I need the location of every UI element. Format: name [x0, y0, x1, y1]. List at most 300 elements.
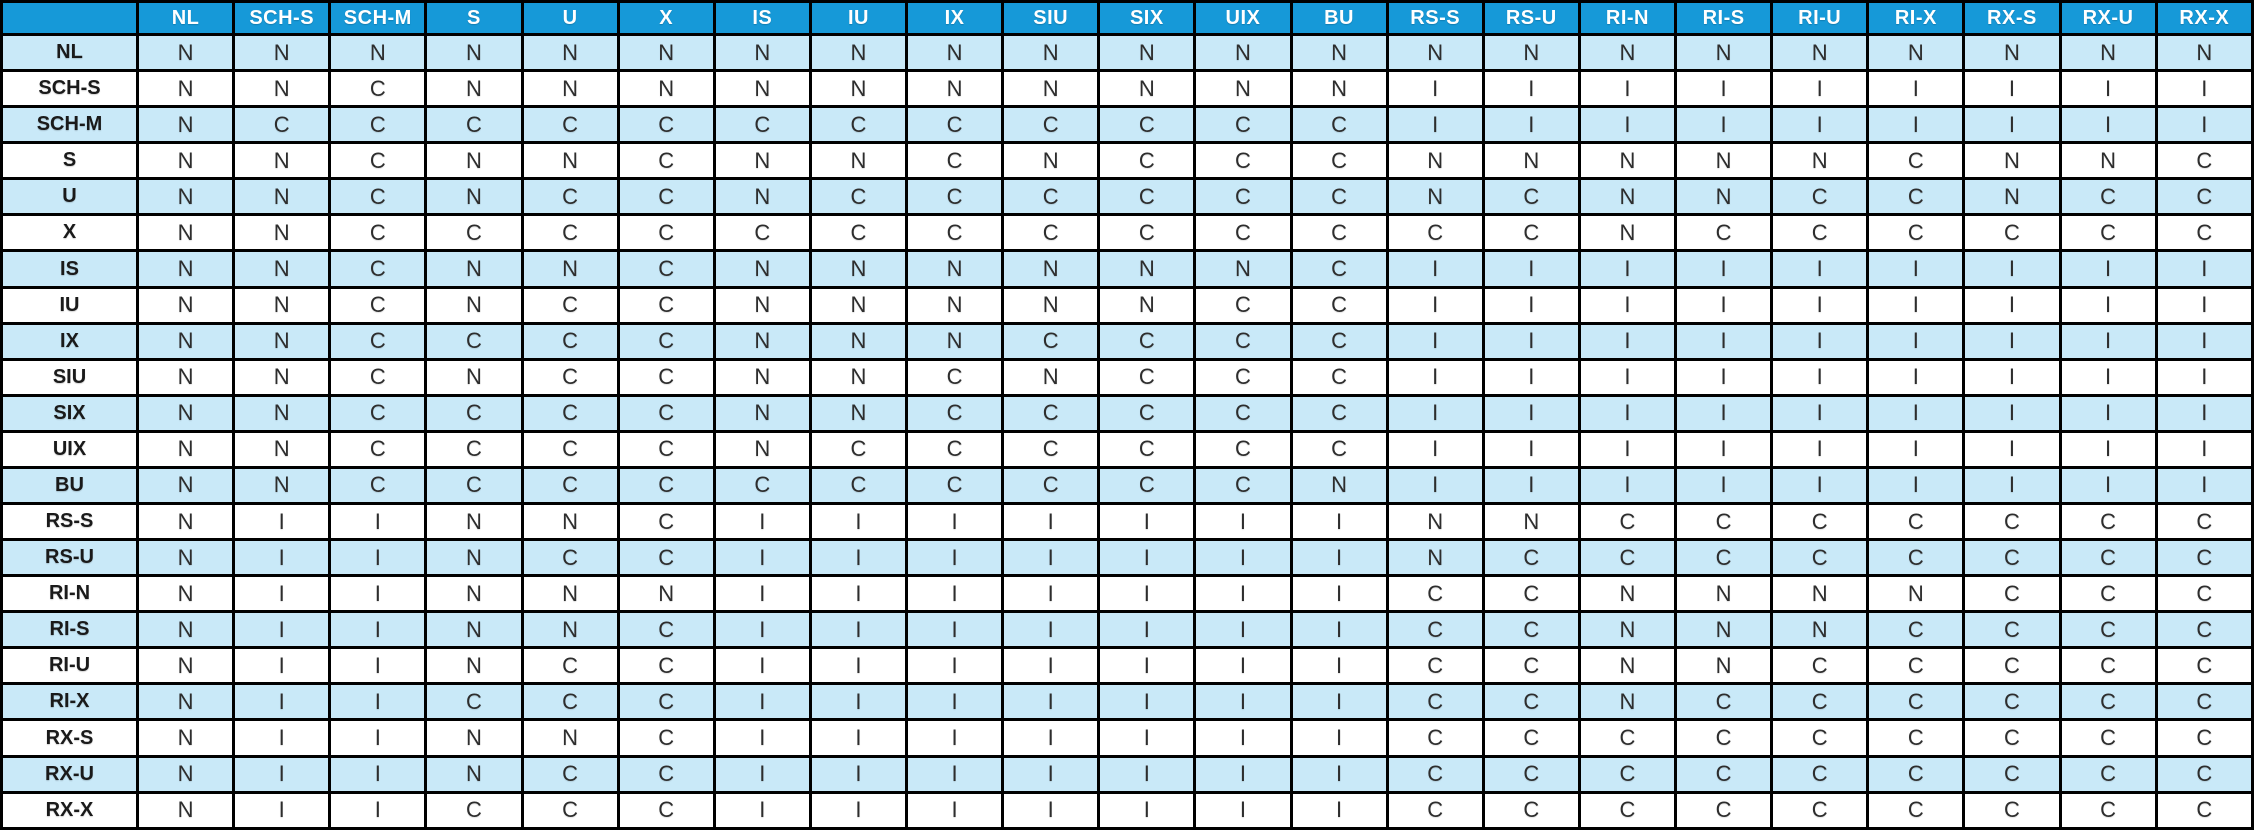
- cell-sch-m-siu: C: [1003, 107, 1099, 143]
- cell-sch-m-nl: N: [138, 107, 234, 143]
- cell-sch-m-iu: C: [810, 107, 906, 143]
- cell-iu-rs-u: I: [1483, 287, 1579, 323]
- cell-iu-is: N: [714, 287, 810, 323]
- cell-ix-ri-u: I: [1772, 323, 1868, 359]
- cell-u-bu: C: [1291, 179, 1387, 215]
- cell-rs-s-rx-x: C: [2156, 504, 2252, 540]
- table-row-rs-s: [2, 504, 2253, 540]
- cell-rx-s-nl: N: [138, 720, 234, 756]
- column-header-ri-u: RI-U: [1772, 2, 1868, 35]
- cell-rx-u-ri-u: C: [1772, 756, 1868, 792]
- cell-rx-u-u: C: [522, 756, 618, 792]
- cell-six-is: N: [714, 395, 810, 431]
- cell-six-sch-m: C: [330, 395, 426, 431]
- cell-sch-m-bu: C: [1291, 107, 1387, 143]
- cell-rx-s-uix: I: [1195, 720, 1291, 756]
- cell-s-sch-m: C: [330, 143, 426, 179]
- cell-ri-n-siu: I: [1003, 576, 1099, 612]
- cell-six-ri-n: I: [1579, 395, 1675, 431]
- column-header-six: SIX: [1099, 2, 1195, 35]
- cell-s-ri-n: N: [1579, 143, 1675, 179]
- cell-x-rx-x: C: [2156, 215, 2252, 251]
- cell-bu-rs-u: I: [1483, 467, 1579, 503]
- cell-bu-ri-s: I: [1676, 467, 1772, 503]
- cell-siu-s: N: [426, 359, 522, 395]
- cell-sch-s-rx-s: I: [1964, 71, 2060, 107]
- cell-nl-uix: N: [1195, 35, 1291, 71]
- cell-x-rx-s: C: [1964, 215, 2060, 251]
- cell-rx-u-sch-s: I: [234, 756, 330, 792]
- cell-six-uix: C: [1195, 395, 1291, 431]
- cell-uix-sch-m: C: [330, 431, 426, 467]
- cell-iu-rx-u: I: [2060, 287, 2156, 323]
- cell-uix-rx-s: I: [1964, 431, 2060, 467]
- row-header-rs-s: RS-S: [2, 504, 138, 540]
- cell-ri-n-ri-s: N: [1676, 576, 1772, 612]
- cell-siu-iu: N: [810, 359, 906, 395]
- cell-ri-u-u: C: [522, 648, 618, 684]
- cell-rx-x-x: C: [618, 792, 714, 828]
- cell-ix-nl: N: [138, 323, 234, 359]
- cell-ri-x-ri-s: C: [1676, 684, 1772, 720]
- cell-bu-nl: N: [138, 467, 234, 503]
- cell-siu-sch-m: C: [330, 359, 426, 395]
- cell-ri-s-ix: I: [907, 612, 1003, 648]
- cell-iu-rx-x: I: [2156, 287, 2252, 323]
- cell-bu-siu: C: [1003, 467, 1099, 503]
- cell-ix-ri-s: I: [1676, 323, 1772, 359]
- cell-uix-nl: N: [138, 431, 234, 467]
- cell-rs-s-uix: I: [1195, 504, 1291, 540]
- cell-ri-u-bu: I: [1291, 648, 1387, 684]
- column-header-rx-x: RX-X: [2156, 2, 2252, 35]
- column-header-ri-n: RI-N: [1579, 2, 1675, 35]
- cell-rx-u-is: I: [714, 756, 810, 792]
- cell-bu-bu: N: [1291, 467, 1387, 503]
- cell-ix-ri-x: I: [1868, 323, 1964, 359]
- cell-is-ix: N: [907, 251, 1003, 287]
- cell-rx-s-ri-n: C: [1579, 720, 1675, 756]
- cell-ri-n-ri-x: N: [1868, 576, 1964, 612]
- cell-ri-n-uix: I: [1195, 576, 1291, 612]
- cell-ri-n-ri-u: N: [1772, 576, 1868, 612]
- cell-rs-s-is: I: [714, 504, 810, 540]
- column-header-ri-x: RI-X: [1868, 2, 1964, 35]
- column-header-rx-u: RX-U: [2060, 2, 2156, 35]
- cell-rx-s-ri-s: C: [1676, 720, 1772, 756]
- cell-rs-u-iu: I: [810, 540, 906, 576]
- cell-rx-x-sch-m: I: [330, 792, 426, 828]
- cell-siu-nl: N: [138, 359, 234, 395]
- cell-rx-x-sch-s: I: [234, 792, 330, 828]
- table-row-rx-x: [2, 792, 2253, 828]
- cell-s-rx-x: C: [2156, 143, 2252, 179]
- cell-s-rx-u: N: [2060, 143, 2156, 179]
- cell-ri-u-ix: I: [907, 648, 1003, 684]
- cell-siu-ri-x: I: [1868, 359, 1964, 395]
- cell-rx-u-s: N: [426, 756, 522, 792]
- cell-ri-s-iu: I: [810, 612, 906, 648]
- cell-siu-six: C: [1099, 359, 1195, 395]
- cell-is-bu: C: [1291, 251, 1387, 287]
- cell-s-ri-s: N: [1676, 143, 1772, 179]
- cell-ri-n-nl: N: [138, 576, 234, 612]
- cell-ri-s-uix: I: [1195, 612, 1291, 648]
- cell-rx-s-rx-s: C: [1964, 720, 2060, 756]
- cell-ix-s: C: [426, 323, 522, 359]
- cell-rs-s-ri-x: C: [1868, 504, 1964, 540]
- cell-siu-uix: C: [1195, 359, 1291, 395]
- cell-rs-s-u: N: [522, 504, 618, 540]
- cell-x-rx-u: C: [2060, 215, 2156, 251]
- cell-x-sch-m: C: [330, 215, 426, 251]
- cell-u-rx-s: N: [1964, 179, 2060, 215]
- cell-sch-m-rx-u: I: [2060, 107, 2156, 143]
- table-row-is: [2, 251, 2253, 287]
- cell-s-s: N: [426, 143, 522, 179]
- cell-u-rx-u: C: [2060, 179, 2156, 215]
- cell-rx-x-rx-s: C: [1964, 792, 2060, 828]
- cell-x-ri-s: C: [1676, 215, 1772, 251]
- cell-ri-u-rx-s: C: [1964, 648, 2060, 684]
- cell-iu-sch-m: C: [330, 287, 426, 323]
- cell-ri-u-rx-x: C: [2156, 648, 2252, 684]
- cell-x-uix: C: [1195, 215, 1291, 251]
- cell-ri-s-rs-s: C: [1387, 612, 1483, 648]
- cell-six-rx-u: I: [2060, 395, 2156, 431]
- cell-ix-rs-u: I: [1483, 323, 1579, 359]
- cell-rs-u-rx-u: C: [2060, 540, 2156, 576]
- cell-rs-s-ix: I: [907, 504, 1003, 540]
- cell-ri-s-bu: I: [1291, 612, 1387, 648]
- cell-uix-rs-s: I: [1387, 431, 1483, 467]
- cell-is-rx-x: I: [2156, 251, 2252, 287]
- cell-ri-x-rx-u: C: [2060, 684, 2156, 720]
- cell-u-ri-u: C: [1772, 179, 1868, 215]
- cell-ix-rs-s: I: [1387, 323, 1483, 359]
- cell-ix-sch-m: C: [330, 323, 426, 359]
- cell-sch-m-sch-m: C: [330, 107, 426, 143]
- cell-rx-s-siu: I: [1003, 720, 1099, 756]
- cell-ix-ix: N: [907, 323, 1003, 359]
- table-row-s: [2, 143, 2253, 179]
- cell-ri-x-nl: N: [138, 684, 234, 720]
- cell-is-x: C: [618, 251, 714, 287]
- column-header-nl: NL: [138, 2, 234, 35]
- cell-nl-rx-x: N: [2156, 35, 2252, 71]
- cell-ix-x: C: [618, 323, 714, 359]
- cell-nl-ix: N: [907, 35, 1003, 71]
- cell-ri-n-is: I: [714, 576, 810, 612]
- table-row-ri-n: [2, 576, 2253, 612]
- cell-rx-s-six: I: [1099, 720, 1195, 756]
- cell-rx-x-rs-u: C: [1483, 792, 1579, 828]
- cell-s-ri-x: C: [1868, 143, 1964, 179]
- row-header-rs-u: RS-U: [2, 540, 138, 576]
- cell-siu-rs-s: I: [1387, 359, 1483, 395]
- cell-ri-n-u: N: [522, 576, 618, 612]
- cell-ri-x-sch-s: I: [234, 684, 330, 720]
- cell-siu-siu: N: [1003, 359, 1099, 395]
- cell-six-nl: N: [138, 395, 234, 431]
- cell-x-ri-n: N: [1579, 215, 1675, 251]
- cell-ri-s-ri-u: N: [1772, 612, 1868, 648]
- cell-rs-u-sch-m: I: [330, 540, 426, 576]
- cell-sch-m-rx-s: I: [1964, 107, 2060, 143]
- cell-rx-x-u: C: [522, 792, 618, 828]
- row-header-uix: UIX: [2, 431, 138, 467]
- cell-is-nl: N: [138, 251, 234, 287]
- cell-iu-ri-u: I: [1772, 287, 1868, 323]
- cell-rx-s-ri-u: C: [1772, 720, 1868, 756]
- cell-bu-iu: C: [810, 467, 906, 503]
- cell-ri-x-uix: I: [1195, 684, 1291, 720]
- cell-ix-rx-s: I: [1964, 323, 2060, 359]
- cell-u-siu: C: [1003, 179, 1099, 215]
- cell-bu-sch-s: N: [234, 467, 330, 503]
- cell-u-sch-m: C: [330, 179, 426, 215]
- cell-rs-u-rx-s: C: [1964, 540, 2060, 576]
- row-header-ri-u: RI-U: [2, 648, 138, 684]
- cell-sch-m-ix: C: [907, 107, 1003, 143]
- cell-six-rs-s: I: [1387, 395, 1483, 431]
- cell-sch-m-ri-u: I: [1772, 107, 1868, 143]
- cell-ri-n-rx-s: C: [1964, 576, 2060, 612]
- cell-s-sch-s: N: [234, 143, 330, 179]
- cell-rs-u-s: N: [426, 540, 522, 576]
- cell-u-rs-s: N: [1387, 179, 1483, 215]
- cell-x-rs-s: C: [1387, 215, 1483, 251]
- cell-rx-x-rx-x: C: [2156, 792, 2252, 828]
- cell-ri-x-ri-n: N: [1579, 684, 1675, 720]
- cell-sch-s-rs-s: I: [1387, 71, 1483, 107]
- cell-ri-s-is: I: [714, 612, 810, 648]
- cell-ri-s-rs-u: C: [1483, 612, 1579, 648]
- cell-rx-u-ix: I: [907, 756, 1003, 792]
- cell-ri-u-six: I: [1099, 648, 1195, 684]
- cell-rx-u-sch-m: I: [330, 756, 426, 792]
- cell-ri-n-six: I: [1099, 576, 1195, 612]
- cell-is-is: N: [714, 251, 810, 287]
- cell-nl-bu: N: [1291, 35, 1387, 71]
- column-header-rs-s: RS-S: [1387, 2, 1483, 35]
- cell-iu-x: C: [618, 287, 714, 323]
- row-header-ri-s: RI-S: [2, 612, 138, 648]
- cell-rs-s-ri-u: C: [1772, 504, 1868, 540]
- cell-rx-s-rx-x: C: [2156, 720, 2252, 756]
- cell-ix-rx-u: I: [2060, 323, 2156, 359]
- column-header-siu: SIU: [1003, 2, 1099, 35]
- cell-iu-siu: N: [1003, 287, 1099, 323]
- cell-s-rs-s: N: [1387, 143, 1483, 179]
- cell-bu-rx-u: I: [2060, 467, 2156, 503]
- cell-is-rs-u: I: [1483, 251, 1579, 287]
- cell-rx-x-six: I: [1099, 792, 1195, 828]
- table-row-rx-u: [2, 756, 2253, 792]
- cell-rx-s-s: N: [426, 720, 522, 756]
- cell-x-ix: C: [907, 215, 1003, 251]
- row-header-ri-x: RI-X: [2, 684, 138, 720]
- cell-ri-x-sch-m: I: [330, 684, 426, 720]
- cell-uix-rs-u: I: [1483, 431, 1579, 467]
- cell-ri-x-six: I: [1099, 684, 1195, 720]
- cell-rs-s-rs-s: N: [1387, 504, 1483, 540]
- cell-siu-bu: C: [1291, 359, 1387, 395]
- cell-iu-ri-n: I: [1579, 287, 1675, 323]
- cell-iu-rs-s: I: [1387, 287, 1483, 323]
- cell-is-uix: N: [1195, 251, 1291, 287]
- cell-bu-is: C: [714, 467, 810, 503]
- cell-ri-u-iu: I: [810, 648, 906, 684]
- cell-rs-u-ix: I: [907, 540, 1003, 576]
- cell-rx-x-uix: I: [1195, 792, 1291, 828]
- cell-uix-siu: C: [1003, 431, 1099, 467]
- cell-rx-u-rs-s: C: [1387, 756, 1483, 792]
- cell-rx-u-six: I: [1099, 756, 1195, 792]
- cell-ri-s-siu: I: [1003, 612, 1099, 648]
- cell-u-iu: C: [810, 179, 906, 215]
- cell-six-s: C: [426, 395, 522, 431]
- cell-rs-u-rs-u: C: [1483, 540, 1579, 576]
- cell-u-x: C: [618, 179, 714, 215]
- cell-s-nl: N: [138, 143, 234, 179]
- cell-nl-sch-s: N: [234, 35, 330, 71]
- column-header-iu: IU: [810, 2, 906, 35]
- cell-six-u: C: [522, 395, 618, 431]
- cell-ri-s-ri-n: N: [1579, 612, 1675, 648]
- cell-ri-s-rx-u: C: [2060, 612, 2156, 648]
- cell-is-rs-s: I: [1387, 251, 1483, 287]
- table-row-ri-x: [2, 684, 2253, 720]
- cell-rx-x-bu: I: [1291, 792, 1387, 828]
- cell-ri-s-six: I: [1099, 612, 1195, 648]
- cell-rx-s-x: C: [618, 720, 714, 756]
- cell-siu-rx-s: I: [1964, 359, 2060, 395]
- cell-iu-six: N: [1099, 287, 1195, 323]
- cell-six-ri-u: I: [1772, 395, 1868, 431]
- cell-six-rx-x: I: [2156, 395, 2252, 431]
- cell-u-rs-u: C: [1483, 179, 1579, 215]
- cell-rx-x-ri-s: C: [1676, 792, 1772, 828]
- cell-siu-u: C: [522, 359, 618, 395]
- cell-ri-x-bu: I: [1291, 684, 1387, 720]
- cell-s-bu: C: [1291, 143, 1387, 179]
- cell-rx-s-ri-x: C: [1868, 720, 1964, 756]
- cell-bu-sch-m: C: [330, 467, 426, 503]
- cell-is-iu: N: [810, 251, 906, 287]
- cell-ri-x-siu: I: [1003, 684, 1099, 720]
- cell-s-x: C: [618, 143, 714, 179]
- cell-sch-m-s: C: [426, 107, 522, 143]
- cell-rs-s-iu: I: [810, 504, 906, 540]
- cell-sch-s-rx-u: I: [2060, 71, 2156, 107]
- cell-sch-s-iu: N: [810, 71, 906, 107]
- cell-bu-ri-x: I: [1868, 467, 1964, 503]
- cell-x-nl: N: [138, 215, 234, 251]
- cell-nl-six: N: [1099, 35, 1195, 71]
- cell-sch-m-ri-n: I: [1579, 107, 1675, 143]
- row-header-rx-x: RX-X: [2, 792, 138, 828]
- cell-nl-is: N: [714, 35, 810, 71]
- table-row-ri-u: [2, 648, 2253, 684]
- cell-nl-ri-s: N: [1676, 35, 1772, 71]
- row-header-nl: NL: [2, 35, 138, 71]
- cell-sch-m-rx-x: I: [2156, 107, 2252, 143]
- column-header-uix: UIX: [1195, 2, 1291, 35]
- cell-ix-uix: C: [1195, 323, 1291, 359]
- cell-x-six: C: [1099, 215, 1195, 251]
- cell-siu-rs-u: I: [1483, 359, 1579, 395]
- table-row-siu: [2, 359, 2253, 395]
- cell-iu-s: N: [426, 287, 522, 323]
- cell-six-rs-u: I: [1483, 395, 1579, 431]
- cell-six-ri-x: I: [1868, 395, 1964, 431]
- cell-sch-s-ri-u: I: [1772, 71, 1868, 107]
- cell-ri-n-ix: I: [907, 576, 1003, 612]
- cell-s-siu: N: [1003, 143, 1099, 179]
- cell-ix-ri-n: I: [1579, 323, 1675, 359]
- cell-uix-ri-u: I: [1772, 431, 1868, 467]
- table-row-bu: [2, 467, 2253, 503]
- cell-rx-u-uix: I: [1195, 756, 1291, 792]
- cell-uix-u: C: [522, 431, 618, 467]
- cell-s-rs-u: N: [1483, 143, 1579, 179]
- cell-ix-u: C: [522, 323, 618, 359]
- cell-sch-m-six: C: [1099, 107, 1195, 143]
- column-header-u: U: [522, 2, 618, 35]
- cell-is-sch-m: C: [330, 251, 426, 287]
- cell-sch-m-is: C: [714, 107, 810, 143]
- cell-six-iu: N: [810, 395, 906, 431]
- cell-rx-u-iu: I: [810, 756, 906, 792]
- header-row: [2, 2, 2253, 35]
- cell-sch-s-s: N: [426, 71, 522, 107]
- row-header-rx-u: RX-U: [2, 756, 138, 792]
- cell-sch-m-u: C: [522, 107, 618, 143]
- cell-rs-s-ri-s: C: [1676, 504, 1772, 540]
- cell-iu-nl: N: [138, 287, 234, 323]
- row-header-x: X: [2, 215, 138, 251]
- cell-bu-uix: C: [1195, 467, 1291, 503]
- cell-rs-u-six: I: [1099, 540, 1195, 576]
- cell-x-is: C: [714, 215, 810, 251]
- cell-sch-m-x: C: [618, 107, 714, 143]
- cell-uix-is: N: [714, 431, 810, 467]
- cell-ri-u-sch-s: I: [234, 648, 330, 684]
- cell-rs-u-u: C: [522, 540, 618, 576]
- cell-ri-x-rs-s: C: [1387, 684, 1483, 720]
- cell-rs-u-nl: N: [138, 540, 234, 576]
- cell-rx-s-rs-s: C: [1387, 720, 1483, 756]
- cell-ix-siu: C: [1003, 323, 1099, 359]
- cell-ri-s-u: N: [522, 612, 618, 648]
- column-header-sch-m: SCH-M: [330, 2, 426, 35]
- cell-rs-s-s: N: [426, 504, 522, 540]
- cell-x-siu: C: [1003, 215, 1099, 251]
- cell-siu-rx-x: I: [2156, 359, 2252, 395]
- cell-rs-u-x: C: [618, 540, 714, 576]
- cell-is-rx-u: I: [2060, 251, 2156, 287]
- cell-ri-u-sch-m: I: [330, 648, 426, 684]
- cell-u-is: N: [714, 179, 810, 215]
- cell-bu-u: C: [522, 467, 618, 503]
- cell-sch-s-ri-x: I: [1868, 71, 1964, 107]
- cell-nl-u: N: [522, 35, 618, 71]
- cell-rs-s-rx-u: C: [2060, 504, 2156, 540]
- cell-rs-s-x: C: [618, 504, 714, 540]
- cell-bu-s: C: [426, 467, 522, 503]
- cell-ix-bu: C: [1291, 323, 1387, 359]
